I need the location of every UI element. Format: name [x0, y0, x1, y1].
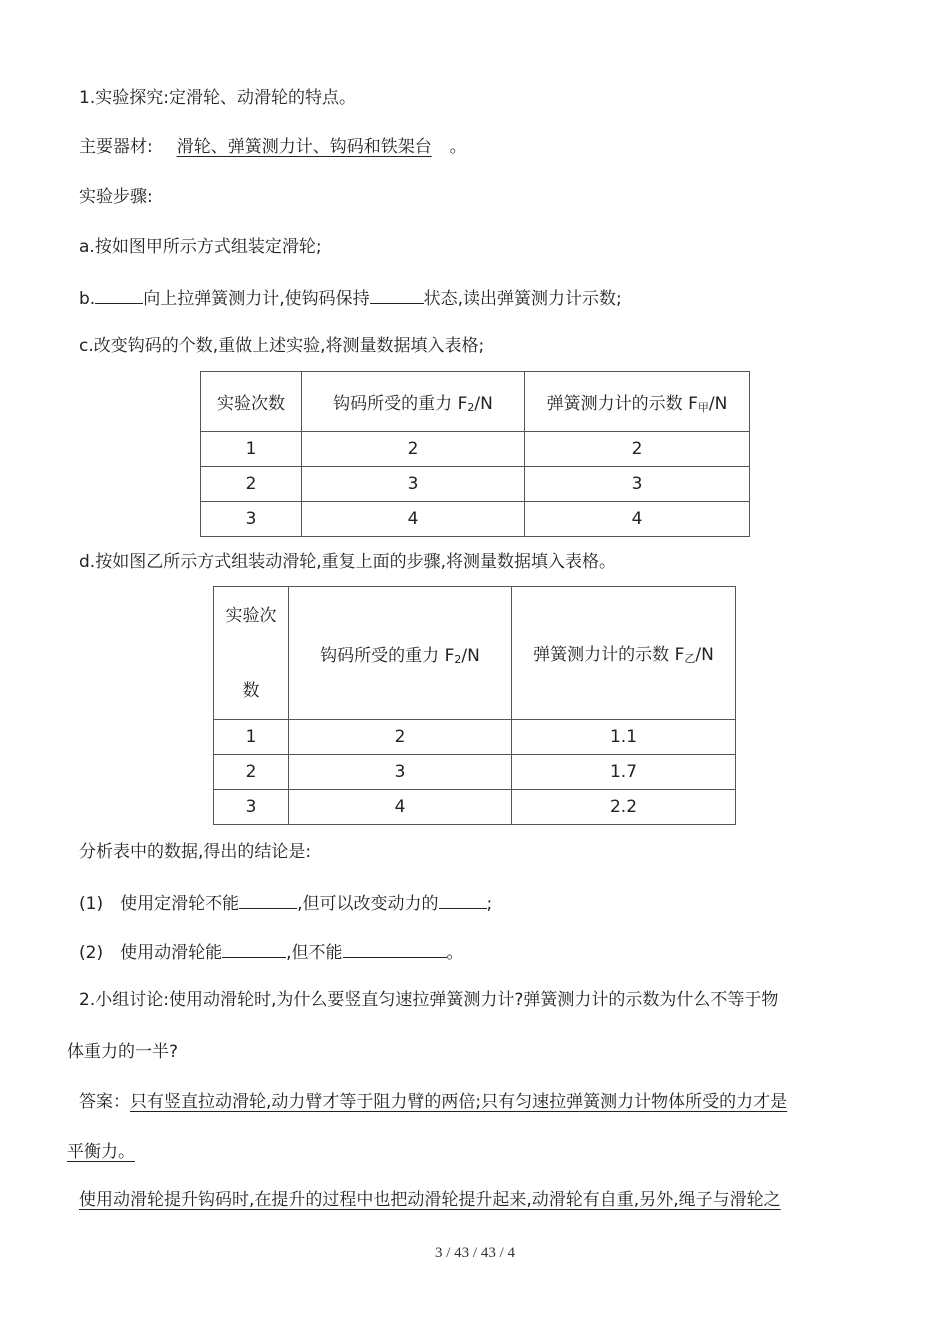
blank-save-force — [239, 890, 297, 909]
table-row — [214, 720, 736, 755]
table-cell: 1 — [214, 720, 289, 755]
blank-state — [370, 285, 424, 304]
table-cell: 1.1 — [512, 720, 736, 755]
table-cell: 2 — [525, 432, 750, 467]
table-cell: 3 — [201, 502, 302, 537]
q2-question-line1: 2.小组讨论:使用动滑轮时,为什么要竖直匀速拉弹簧测力计?弹簧测力计的示数为什么不等于物 — [79, 990, 779, 1010]
table-fixed-pulley — [200, 371, 750, 537]
table-cell: 2 — [302, 432, 525, 467]
table-cell: 4 — [525, 502, 750, 537]
table-row — [201, 467, 750, 502]
table-cell: 2.2 — [512, 790, 736, 825]
table-cell: 4 — [302, 502, 525, 537]
page-number: 3 / 43 / 43 / 4 — [434, 1245, 515, 1261]
table-movable-pulley — [213, 586, 736, 825]
conclusion-2-end: 。 — [446, 943, 464, 963]
table-row — [201, 432, 750, 467]
analysis-label: 分析表中的数据,得出的结论是: — [79, 842, 312, 862]
equipment-line — [79, 135, 467, 159]
table2-header-reading: 弹簧测力计的示数 $F_乙/N$ — [512, 587, 736, 720]
table-cell: 2 — [214, 755, 289, 790]
conclusion-2-mid: ,但不能 — [286, 943, 343, 963]
table-row — [214, 755, 736, 790]
table-row — [201, 502, 750, 537]
step-b-end: 状态,读出弹簧测力计示数; — [423, 289, 622, 309]
table-cell: 1.7 — [512, 755, 736, 790]
step-b-mid: 向上拉弹簧测力计,使钩码保持 — [143, 289, 370, 309]
q1-title: 1.实验探究:定滑轮、动滑轮的特点。 — [79, 88, 356, 108]
table-cell: 4 — [289, 790, 512, 825]
equipment-end: 。 — [449, 137, 467, 157]
conclusion-1-start: (1) 使用定滑轮不能 — [79, 894, 240, 914]
equipment-answer: 滑轮、弹簧测力计、钩码和铁架台 — [176, 137, 432, 157]
table-cell: 2 — [289, 720, 512, 755]
blank-cannot — [343, 939, 447, 958]
answer-line2: 平衡力。 — [67, 1142, 135, 1162]
blank-direction-force — [439, 890, 487, 909]
conclusion-2-start: (2) 使用动滑轮能 — [79, 943, 223, 963]
answer-label: 答案： — [79, 1092, 130, 1112]
table1-header-reading: 弹簧测力计的示数 $F_甲/N$ — [525, 372, 750, 432]
table-cell: 3 — [302, 467, 525, 502]
step-a: a.按如图甲所示方式组装定滑轮; — [79, 237, 322, 257]
table-cell: 1 — [201, 432, 302, 467]
step-d: d.按如图乙所示方式组装动滑轮,重复上面的步骤,将测量数据填入表格。 — [79, 552, 617, 572]
answer-line3: 使用动滑轮提升钩码时,在提升的过程中也把动滑轮提升起来,动滑轮有自重,另外,绳子与滑轮之 — [79, 1190, 781, 1210]
step-b-prefix: b. — [79, 289, 96, 309]
answer-line1 — [79, 1090, 787, 1114]
conclusion-1-mid: ,但可以改变动力的 — [297, 894, 439, 914]
answer-text-1: 只有竖直拉动滑轮,动力臂才等于阻力臂的两倍;只有匀速拉弹簧测力计物体所受的力才是 — [130, 1092, 788, 1112]
table2-header-trial: 实验次 数 — [214, 587, 289, 720]
conclusion-1-end: ; — [486, 894, 493, 914]
table-row — [214, 790, 736, 825]
table2-header-weight: 钩码所受的重力 $F_2/N$ — [289, 587, 512, 720]
equipment-label: 主要器材: — [79, 137, 153, 157]
steps-label: 实验步骤: — [79, 187, 153, 207]
conclusion-2 — [79, 939, 464, 965]
table-cell: 2 — [201, 467, 302, 502]
table-cell: 3 — [525, 467, 750, 502]
q2-question-line2: 体重力的一半? — [67, 1042, 179, 1062]
table-cell: 3 — [214, 790, 289, 825]
table-cell: 3 — [289, 755, 512, 790]
step-c: c.改变钩码的个数,重做上述实验,将测量数据填入表格; — [79, 336, 485, 356]
conclusion-1 — [79, 890, 492, 916]
blank-can — [222, 939, 286, 958]
blank-direction — [95, 285, 143, 304]
step-b — [79, 285, 622, 311]
table1-header-weight: 钩码所受的重力 $F_2/N$ — [302, 372, 525, 432]
table1-header-trial: 实验次数 — [201, 372, 302, 432]
